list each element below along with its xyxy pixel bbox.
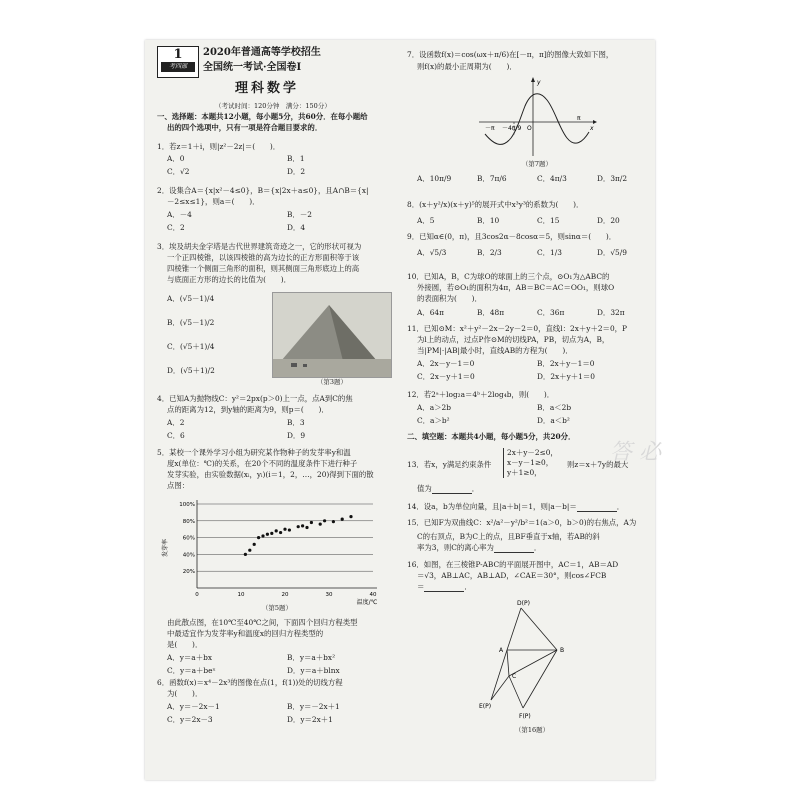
q6-option-a: A．y＝－2x－1: [167, 702, 220, 711]
label-D: D(P): [517, 600, 530, 607]
q15-line2: C的右顶点，B为C上的点，且BF垂直于x轴，若AB的斜: [417, 532, 600, 541]
q3-caption: （第3题）: [316, 378, 348, 386]
q7-option-c: C．4π/3: [537, 174, 567, 183]
q14-line: 14．设a，b为单位向量，且|a＋b|＝1，则|a－b|＝ ．: [407, 502, 625, 511]
q3-line1: 3．埃及胡夫金字塔是古代世界建筑奇迹之一，它的形状可视为: [157, 242, 362, 251]
q11-option-b: B．2x＋y－1＝0: [537, 359, 595, 368]
q7-option-a: A．10π/9: [417, 174, 452, 183]
q10-line2: 外接圆，若⊙O₁的面积为4π，AB＝BC＝AC＝OO₁，则球O: [417, 283, 615, 292]
q7-line2: 则f(x)的最小正周期为( )．: [417, 62, 517, 71]
q6-option-d: D．y＝2x＋1: [287, 715, 333, 724]
q4-line2: 点的距离为12，到y轴的距离为9，则p＝( )．: [167, 405, 329, 414]
q5-line1: 5．某校一个课外学习小组为研究某作物种子的发芽率y和温: [157, 448, 351, 457]
scatter-point: [288, 528, 291, 531]
edge-AC: [507, 650, 509, 676]
q3-option-b: B．(√5－1)/2: [167, 318, 215, 327]
scatter-point: [244, 553, 247, 556]
q5-after2: 中最适宜作为发芽率y和温度x的回归方程类型的: [167, 629, 324, 638]
pyramid-photo: [272, 292, 392, 378]
edge-AE: [491, 650, 507, 700]
q10-option-a: A．64π: [417, 308, 444, 317]
edge-CF: [509, 676, 523, 708]
q9-option-c: C．1/3: [537, 248, 562, 257]
q13-constraint-1: 2x＋y－2≤0，: [507, 448, 558, 457]
q15-line3-text: 率为3，则C的离心率为: [417, 543, 494, 552]
q4-option-a: A．2: [167, 418, 185, 427]
y-axis-arrow: [531, 77, 535, 82]
q13-post: 则z＝x＋7y的最大: [567, 460, 629, 469]
label-A: A: [499, 647, 504, 654]
scatter-point: [305, 526, 308, 529]
watermark-text: 答 必: [610, 440, 661, 465]
q16-line2: ＝√3，AB⊥AC，AB⊥AD，∠CAE＝30°，则cos∠FCB: [417, 571, 607, 580]
section1-line1: 一、选择题：本题共12小题，每小题5分，共60分．在每小题给: [157, 112, 368, 121]
q9-option-a: A．√5/3: [417, 248, 447, 257]
scatter-ytick-label: 60%: [182, 535, 195, 542]
q10-option-c: C．36π: [537, 308, 565, 317]
q5-option-c: C．y＝a＋beˣ: [167, 666, 216, 675]
label-neg-pi: －π: [485, 125, 495, 132]
q16-answer-blank[interactable]: [424, 583, 464, 592]
cosine-graph: [477, 76, 597, 158]
scatter-point: [253, 543, 256, 546]
q8-option-c: C．15: [537, 216, 560, 225]
q8-option-d: D．20: [597, 216, 620, 225]
q15-line3: 率为3，则C的离心率为 ．: [417, 543, 542, 552]
q11-line3: 当|PM|·|AB|最小时，直线AB的方程为( )．: [417, 346, 573, 355]
q9-option-d: D．√5/9: [597, 248, 627, 257]
q3-option-c: C．(√5＋1)/4: [167, 342, 215, 351]
label-neg-4pi9: －4π/9: [502, 125, 522, 132]
header-line-2: 全国统一考试·全国卷Ⅰ: [203, 62, 302, 73]
q1-option-c: C．√2: [167, 167, 190, 176]
q15-answer-blank[interactable]: [494, 544, 534, 553]
scatter-point: [248, 549, 251, 552]
label-y: y: [537, 79, 541, 86]
header-line-1: 2020年普通高等学校招生: [203, 47, 321, 58]
page-number-badge: [157, 46, 199, 78]
q16-caption: （第16题）: [514, 726, 550, 734]
section1-line2: 出的四个选项中，只有一项是符合题目要求的．: [167, 123, 323, 132]
q5-option-a: A．y＝a＋bx: [167, 653, 212, 662]
q9-option-b: B．2/3: [477, 248, 502, 257]
q1-option-b: B．1: [287, 154, 305, 163]
cosine-curve: [485, 94, 589, 145]
exam-info: （考试时间：120分钟 满分：150分）: [215, 102, 331, 110]
scatter-xtick-label: 0: [195, 592, 199, 598]
scatter-point: [279, 531, 282, 534]
q13-pre: 13．若x，y满足约束条件: [407, 460, 492, 469]
q12-option-c: C．a＞b²: [417, 416, 450, 425]
x-axis-arrow: [593, 120, 597, 124]
badge-tag: 考四部: [161, 62, 195, 72]
q11-line2: 为l上的动点，过点P作⊙M的切线PA，PB，切点为A，B，: [417, 335, 610, 344]
q7-option-d: D．3π/2: [597, 174, 628, 183]
q1-option-a: A．0: [167, 154, 185, 163]
scatter-xtick-label: 30: [325, 592, 333, 598]
scatter-xtick-label: 40: [369, 592, 377, 598]
q5-line2: 度x(单位：℃)的关系，在20个不同的温度条件下进行种子: [167, 459, 358, 468]
edge-BF: [523, 650, 557, 708]
q4-option-b: B．3: [287, 418, 305, 427]
q4-option-c: C．6: [167, 431, 185, 440]
scatter-point: [349, 515, 352, 518]
q15-line1: 15．已知F为双曲线C：x²/a²－y²/b²＝1(a＞0，b＞0)的右焦点，A为: [407, 518, 637, 527]
q3-option-d: D．(√5＋1)/2: [167, 366, 215, 375]
q5-after1: 由此散点图，在10℃至40℃之间，下面四个回归方程类型: [167, 618, 358, 627]
q12-option-b: B．a＜2b: [537, 403, 572, 412]
q2-option-b: B．－2: [287, 210, 312, 219]
q3-option-a: A．(√5－1)/4: [167, 294, 215, 303]
q8-stem: 8．(x＋y²/x)(x＋y)⁵的展开式中x³y³的系数为( )．: [407, 200, 584, 209]
q5-line3: 发芽实验，由实验数据(xᵢ，yᵢ)(i＝1，2，…，20)得到下面的散: [167, 470, 374, 479]
q3-line2: 一个正四棱锥，以该四棱锥的高为边长的正方形面积等于该: [167, 253, 360, 262]
q8-option-b: B．10: [477, 216, 500, 225]
q4-line1: 4．已知A为抛物线C：y²＝2px(p＞0)上一点，点A到C的焦: [157, 394, 353, 403]
q13-constraints: [503, 448, 558, 478]
q12-option-a: A．a＞2b: [417, 403, 451, 412]
edge-DA: [507, 608, 521, 650]
q7-option-b: B．7π/6: [477, 174, 507, 183]
germination-scatter-plot: [161, 492, 391, 606]
q13-constraint-2: x－y－1≥0，: [507, 457, 554, 467]
scatter-point: [261, 534, 264, 537]
scatter-ytick-label: 40%: [182, 552, 195, 559]
q2-line2: －2≤x≤1}，则a＝( )．: [167, 197, 260, 206]
label-x: x: [590, 125, 594, 132]
q5-option-d: D．y＝a＋blnx: [287, 666, 340, 675]
q13-constraint-3: y＋1≥0，: [507, 467, 542, 477]
q5-after3: 是( )．: [167, 640, 203, 649]
q16-line3: ＝ ．: [417, 582, 472, 591]
q13-answer-blank[interactable]: [432, 485, 472, 494]
scatter-point: [341, 518, 344, 521]
q10-line1: 10．已知A，B，C为球O的球面上的三个点，⊙O₁为△ABC的: [407, 272, 610, 281]
q10-line3: 的表面积为( )．: [417, 294, 482, 303]
label-C: C: [512, 673, 517, 680]
q3-line4: 与底面正方形的边长的比值为( )．: [167, 275, 292, 284]
q5-caption: （第5题）: [261, 604, 293, 612]
badge-number: 1: [173, 47, 183, 62]
q2-option-a: A．－4: [167, 210, 192, 219]
scatter-point: [270, 532, 273, 535]
scatter-point: [297, 525, 300, 528]
scatter-ytick-label: 20%: [182, 569, 195, 576]
exam-paper: [145, 40, 661, 780]
q11-line1: 11．已知⊙M：x²＋y²－2x－2y－2＝0，直线l：2x＋y＋2＝0，P: [407, 324, 628, 333]
q14-stem: 14．设a，b为单位向量，且|a＋b|＝1，则|a－b|＝: [407, 502, 577, 511]
q14-answer-blank[interactable]: [577, 503, 617, 512]
label-E: E(P): [479, 703, 492, 710]
label-F: F(P): [519, 713, 531, 720]
q7-line1: 7．设函数f(x)＝cos(ωx＋π/6)在[－π，π]的图像大致如下图，: [407, 50, 614, 59]
q13-line2: 值为 ．: [417, 484, 480, 493]
scatter-point: [283, 528, 286, 531]
q6-line1: 6．函数f(x)＝x⁴－2x³的图像在点(1，f(1))处的切线方程: [157, 678, 343, 687]
q2-line1: 2．设集合A＝{x|x²－4≤0}，B＝{x|2x＋a≤0}，且A∩B＝{x|: [157, 186, 369, 195]
q5-line4: 点图：: [167, 481, 190, 490]
scatter-ytick-label: 100%: [179, 502, 195, 508]
q11-option-d: D．2x＋y＋1＝0: [537, 372, 595, 381]
q1-stem: 1．若z＝1＋i，则|z²－2z|＝( )．: [157, 142, 281, 151]
scatter-ytick-label: 80%: [182, 518, 195, 525]
scatter-point: [310, 521, 313, 524]
q12-stem: 12．若2ᵃ＋log₂a＝4ᵇ＋2log₄b，则( )．: [407, 390, 555, 399]
q5-option-b: B．y＝a＋bx²: [287, 653, 336, 662]
scatter-point: [275, 529, 278, 532]
scatter-xtick-label: 10: [237, 592, 245, 598]
q1-option-d: D．2: [287, 167, 306, 176]
scatter-point: [301, 524, 304, 527]
label-B: B: [560, 647, 565, 654]
scatter-point: [266, 533, 269, 536]
scatter-ylabel: 发芽率: [162, 538, 169, 558]
edge-DB: [521, 608, 557, 650]
q2-option-c: C．2: [167, 223, 185, 232]
edge-CE: [491, 676, 509, 700]
scatter-point: [257, 536, 260, 539]
q4-option-d: D．9: [287, 431, 306, 440]
scatter-xtick-label: 20: [281, 592, 289, 598]
label-pi: π: [577, 115, 581, 122]
label-origin: O: [527, 125, 532, 132]
subject-title: 理科数学: [235, 81, 300, 96]
scatter-point: [332, 520, 335, 523]
q11-option-c: C．2x－y＋1＝0: [417, 372, 475, 381]
q3-line3: 四棱锥一个侧面三角形的面积，则其侧面三角形底边上的高: [167, 264, 360, 273]
q16-line3-text: ＝: [417, 582, 425, 591]
q10-option-d: D．32π: [597, 308, 625, 317]
q6-option-b: B．y＝－2x＋1: [287, 702, 340, 711]
net-diagram: [477, 598, 587, 724]
q6-line2: 为( )．: [167, 689, 203, 698]
q7-caption: （第7题）: [521, 160, 553, 168]
q13-line2-text: 值为: [417, 484, 432, 493]
q2-option-d: D．4: [287, 223, 306, 232]
scatter-point: [323, 519, 326, 522]
scatter-point: [319, 523, 322, 526]
section2-heading: 二、填空题：本题共4小题，每小题5分，共20分．: [407, 432, 576, 441]
q16-line1: 16．如图，在三棱锥P-ABC的平面展开图中，AC＝1，AB＝AD: [407, 560, 619, 569]
pyramid-image: [273, 293, 391, 377]
q6-option-c: C．y＝2x－3: [167, 715, 213, 724]
q10-option-b: B．48π: [477, 308, 505, 317]
scatter-xlabel: 温度/℃: [356, 599, 378, 606]
q9-stem: 9．已知α∈(0，π)，且3cos2α－8cosα＝5，则sinα＝( )．: [407, 232, 617, 241]
q11-option-a: A．2x－y－1＝0: [417, 359, 475, 368]
q12-option-d: D．a＜b²: [537, 416, 570, 425]
q8-option-a: A．5: [417, 216, 435, 225]
